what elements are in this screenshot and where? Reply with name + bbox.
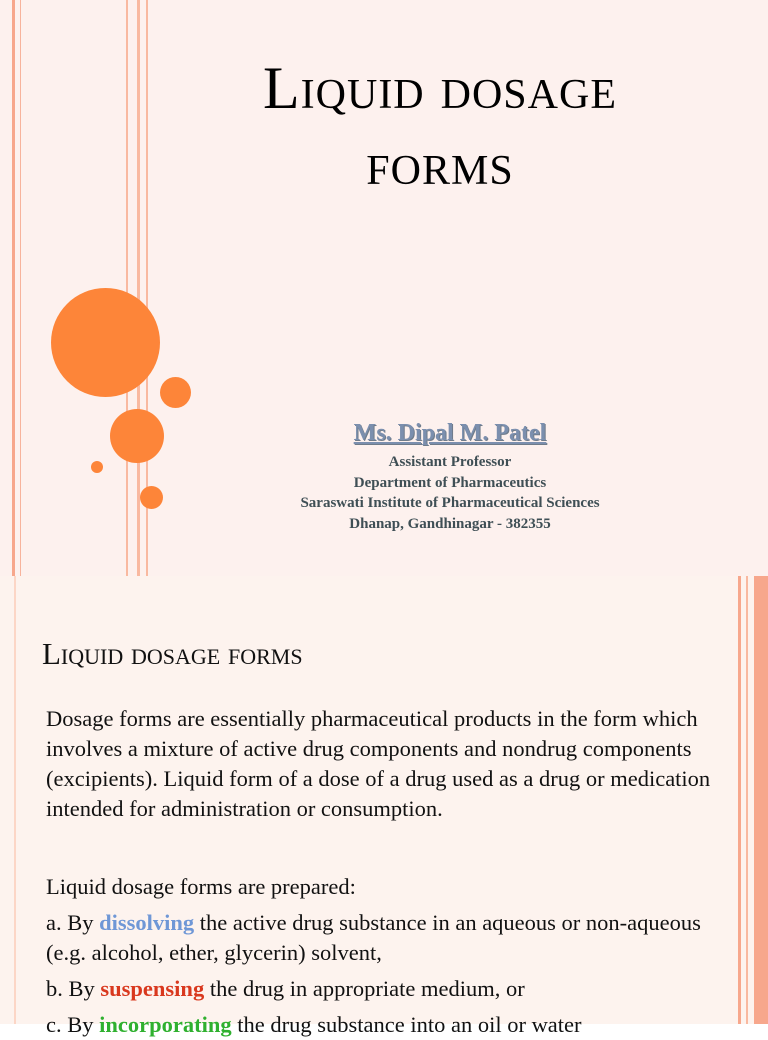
decorative-circle-medium bbox=[110, 409, 164, 463]
list-item bbox=[46, 1010, 736, 1040]
preparation-list bbox=[46, 872, 736, 1040]
title-line: Liquid dosage bbox=[263, 55, 617, 121]
decorative-circle-large bbox=[51, 288, 160, 397]
decorative-stripe bbox=[746, 576, 748, 1024]
prepared-intro: Liquid dosage forms are prepared: bbox=[46, 874, 356, 899]
keyword-dissolving: dissolving bbox=[99, 910, 195, 935]
decorative-stripe bbox=[126, 0, 128, 576]
keyword-incorporating: incorporating bbox=[99, 1012, 232, 1037]
author-info bbox=[200, 452, 700, 534]
decorative-stripe bbox=[14, 576, 16, 1024]
definition-paragraph: Dosage forms are essentially pharmaceutical products in the form which involves a mixture of active drug components and nondrug components (excipients). Liquid form of a dose of a drug used as a drug or medication intended for administration or consumption. bbox=[46, 706, 711, 821]
decorative-circle-small bbox=[140, 486, 163, 509]
item-prefix: a. By bbox=[46, 910, 100, 935]
author-address: Dhanap, Gandhinagar - 382355 bbox=[349, 515, 551, 532]
decorative-circle-small bbox=[160, 377, 191, 408]
keyword-suspensing: suspensing bbox=[100, 976, 205, 1001]
author-department: Department of Pharmaceutics bbox=[353, 474, 547, 491]
decorative-circle-tiny bbox=[91, 461, 103, 473]
author-position: Assistant Professor bbox=[388, 454, 512, 470]
decorative-stripe bbox=[137, 0, 140, 576]
author-name: Ms. Dipal M. Patel bbox=[353, 420, 547, 446]
decorative-stripe bbox=[738, 576, 741, 1024]
item-text: the drug in appropriate medium, or bbox=[204, 976, 525, 1001]
item-prefix: c. By bbox=[46, 1012, 100, 1037]
decorative-stripe bbox=[20, 0, 21, 576]
list-item bbox=[46, 974, 736, 1004]
slide-heading: Liquid dosage forms bbox=[42, 636, 303, 671]
item-text: the active drug substance in an aqueous or non-aqueous (e.g. alcohol, ether, glycerin) solvent, bbox=[46, 910, 701, 965]
item-prefix: b. By bbox=[46, 976, 101, 1001]
content-slide bbox=[0, 576, 768, 1037]
slide-title bbox=[180, 50, 700, 202]
decorative-stripe bbox=[12, 0, 15, 576]
title-line: forms bbox=[366, 131, 514, 197]
list-item bbox=[46, 908, 736, 968]
decorative-stripe bbox=[754, 576, 768, 1024]
item-text: the drug substance into an oil or water bbox=[231, 1012, 582, 1037]
author-institute: Saraswati Institute of Pharmaceutical Sciences bbox=[300, 495, 600, 511]
